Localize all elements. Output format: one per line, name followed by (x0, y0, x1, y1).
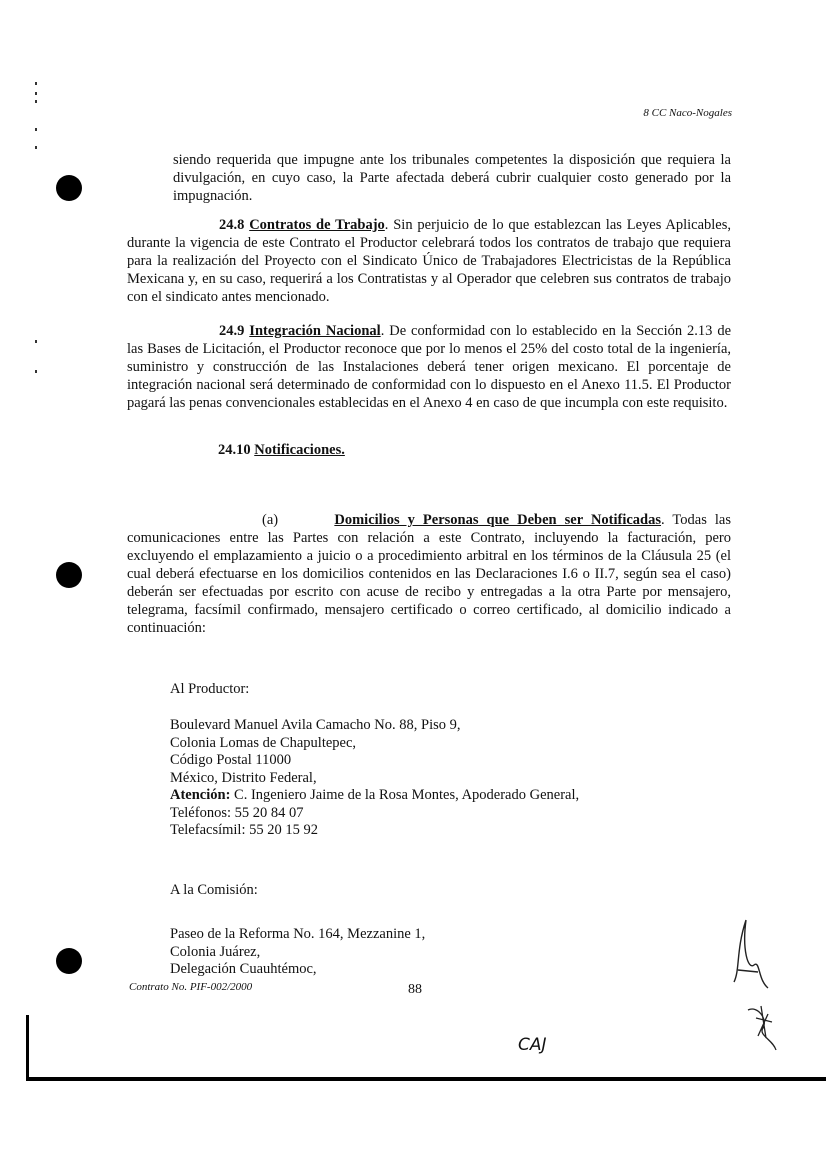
subsection-label: (a) (262, 512, 279, 528)
document-reference: 8 CC Naco-Nogales (643, 107, 732, 119)
fax-line: Telefacsímil: 55 20 15 92 (170, 822, 318, 838)
attention-label: Atención: (170, 787, 231, 803)
punch-hole (56, 175, 82, 201)
scan-speck (35, 100, 37, 103)
section-body: . De conformidad con lo establecido en la Sección 2.13 de las Bases de Licitación, el Productor reconoce que por lo menos el 25% del costo total de la ingeniería, suministro y construcción de las Instalaciones deberá tener origen mexicano. El porcentaje de integración nacional será determinado de conformidad con lo dispuesto en el Anexo 11.5. El Productor pagará las penas convencionales establecidas en el Anexo 4 en caso de que incumpla con este requisito. (127, 323, 732, 411)
punch-hole (56, 948, 82, 974)
signature-mark (728, 910, 798, 1070)
phone-line: Teléfonos: 55 20 84 07 (170, 804, 304, 821)
section-number: 24.9 (219, 323, 245, 339)
section-number: 24.10 (218, 442, 251, 458)
scan-speck (35, 92, 37, 95)
attention-text: C. Ingeniero Jaime de la Rosa Montes, Apoderado General, (230, 787, 580, 803)
address-line: Delegación Cuauhtémoc, (170, 961, 317, 977)
address-line: Colonia Juárez, (170, 943, 261, 960)
page-border (26, 1015, 29, 1079)
attention-line (170, 787, 579, 805)
section-24-9 (127, 322, 731, 412)
section-body: . Sin perjuicio de lo que establezcan las Leyes Aplicables, durante la vigencia de este Contrato el Productor celebrará todos los contratos de trabajo que requiera para la realización del Proyecto con el Sindicato Único de Trabajadores Electricistas de la República Mexicana y, en su caso, requerirá a los Contratistas y al Operador que celebren sus contratos de trabajo con el sindicato antes mencionado. (127, 217, 732, 305)
scan-speck (35, 128, 37, 131)
address-line: Colonia Lomas de Chapultepec, (170, 734, 357, 751)
section-title: Contratos de Trabajo (249, 217, 385, 233)
contract-number: Contrato No. PIF-002/2000 (129, 981, 253, 993)
section-24-10 (218, 442, 345, 459)
section-title: Notificaciones. (254, 442, 345, 458)
scan-speck (35, 370, 37, 373)
subsection-a (127, 511, 731, 637)
productor-address (170, 717, 579, 840)
section-title: Integración Nacional (249, 323, 381, 339)
section-number: 24.8 (219, 217, 245, 233)
address-line: Código Postal 11000 (170, 752, 292, 768)
subsection-title: Domicilios y Personas que Deben ser Notificadas (334, 512, 662, 528)
address-line: Paseo de la Reforma No. 164, Mezzanine 1, (170, 926, 426, 942)
comision-address (170, 926, 425, 979)
scan-speck (35, 146, 37, 149)
page-number: 88 (408, 982, 422, 997)
scan-speck (35, 82, 37, 85)
paragraph-continuation: siendo requerida que impugne ante los tribunales competentes la disposición que requiera la divulgación, en cuyo caso, la Parte afectada deberá cubrir cualquier costo generado por la impugnación. (173, 152, 731, 204)
section-24-8 (127, 216, 731, 306)
address-line: Boulevard Manuel Avila Camacho No. 88, Piso 9, (170, 717, 461, 733)
scan-speck (35, 340, 37, 343)
punch-hole (56, 562, 82, 588)
comision-heading: A la Comisión: (170, 882, 258, 898)
handwritten-initials: CAJ (518, 1035, 547, 1055)
productor-heading: Al Productor: (170, 681, 250, 697)
page-border (26, 1077, 826, 1081)
address-line: México, Distrito Federal, (170, 769, 317, 786)
subsection-body: . Todas las comunicaciones entre las Partes con relación a este Contrato, incluyendo la facturación, pero excluyendo el emplazamiento a juicio o a procedimiento arbitral en los términos de la Cláusula 25 (el cual deberá efectuarse en los domicilios contenidos en las Declaraciones I.6 o II.7, según sea el caso) deberán ser efectuadas por escrito con acuse de recibo y entregadas a la otra Parte por mensajero, telegrama, facsímil confirmado, mensajero certificado o correo certificado, al domicilio indicado a continuación: (127, 512, 731, 636)
